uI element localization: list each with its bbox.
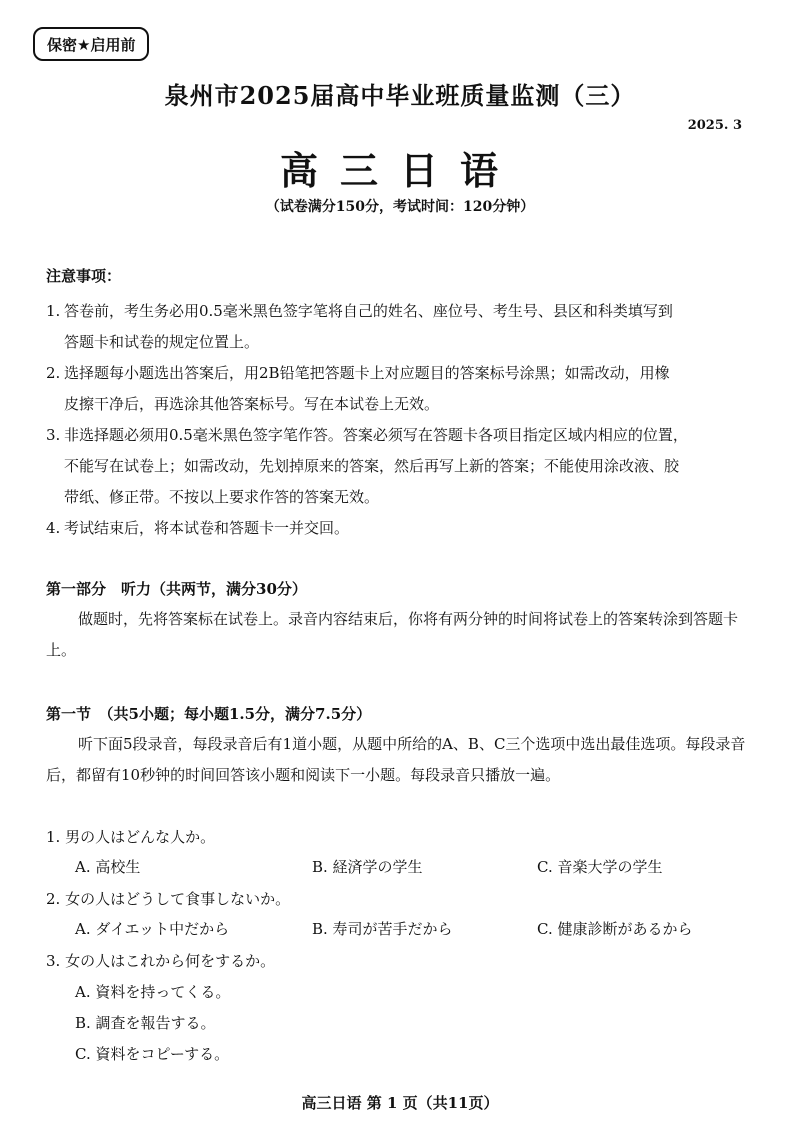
note-text: 非选择题必须用0.5毫米黑色签字笔作答。答案必须写在答题卡各项目指定区域内相应的位置， [64, 426, 688, 444]
part1-instruction: 做题时，先将答案标在试卷上。录音内容结束后，你将有两分钟的时间将试卷上的答案转涂到答题卡上。 [46, 610, 739, 659]
question-option: C. 資料をコピーする。 [75, 1045, 230, 1063]
question-option: B. 寿司が苦手だから [312, 920, 453, 938]
part1-heading: 第一部分 听力（共两节，满分30分） [46, 580, 307, 598]
note-text-continued: 答题卡和试卷的规定位置上。 [64, 333, 260, 351]
question-option: A. 高校生 [75, 858, 141, 876]
note-number: 3. [46, 426, 61, 444]
note-number: 1. [46, 302, 61, 320]
confidential-badge: 保密★启用前 [33, 27, 149, 61]
exam-title: 泉州市2025届高中毕业班质量监测（三） [164, 81, 636, 110]
question-option: A. ダイエット中だから [75, 920, 230, 938]
note-text: 答卷前，考生务必用0.5毫米黑色签字笔将自己的姓名、座位号、考生号、县区和科类填写到 [64, 302, 673, 320]
note-item [46, 358, 768, 420]
question-option: C. 音楽大学の学生 [537, 858, 663, 876]
question-stem: 1. 男の人はどんな人か。 [46, 828, 216, 846]
note-text: 选择题每小题选出答案后，用2B铅笔把答题卡上对应题目的答案标号涂黑；如需改动，用橡 [64, 364, 670, 382]
question-stem: 3. 女の人はこれから何をするか。 [46, 952, 276, 970]
note-number: 4. [46, 519, 61, 537]
note-item [46, 513, 768, 544]
notes-heading: 注意事项： [46, 267, 122, 285]
note-text-continued: 皮擦干净后，再选涂其他答案标号。写在本试卷上无效。 [64, 395, 440, 413]
section1-heading: 第一节 （共5小题；每小题1.5分，满分7.5分） [46, 705, 372, 723]
question-stem: 2. 女の人はどうして食事しないか。 [46, 890, 291, 908]
section1-instruction: 听下面5段录音，每段录音后有1道小题，从题中所给的A、B、C三个选项中选出最佳选项。每段录音后，都留有10秒钟的时间回答该小题和阅读下一小题。每段录音只播放一遍。 [46, 735, 746, 784]
notes-list [46, 296, 768, 544]
note-item [46, 296, 768, 358]
question-option: B. 経済学の学生 [312, 858, 423, 876]
page-footer: 高三日语 第 1 页（共11页） [301, 1094, 499, 1112]
note-item [46, 420, 768, 513]
question-option: B. 調査を報告する。 [75, 1014, 216, 1032]
subject-title: 高三日语 [279, 148, 520, 193]
question-option: C. 健康診断があるから [537, 920, 693, 938]
note-text: 考试结束后，将本试卷和答题卡一并交回。 [64, 519, 350, 537]
note-number: 2. [46, 364, 61, 382]
note-text-continued: 带纸、修正带。不按以上要求作答的答案无效。 [64, 488, 380, 506]
score-time-note: （试卷满分150分，考试时间：120分钟） [265, 199, 535, 215]
note-text-continued: 不能写在试卷上；如需改动，先划掉原来的答案，然后再写上新的答案；不能使用涂改液、胶 [64, 457, 680, 475]
question-option: A. 資料を持ってくる。 [75, 983, 231, 1001]
exam-date: 2025. 3 [687, 118, 742, 133]
